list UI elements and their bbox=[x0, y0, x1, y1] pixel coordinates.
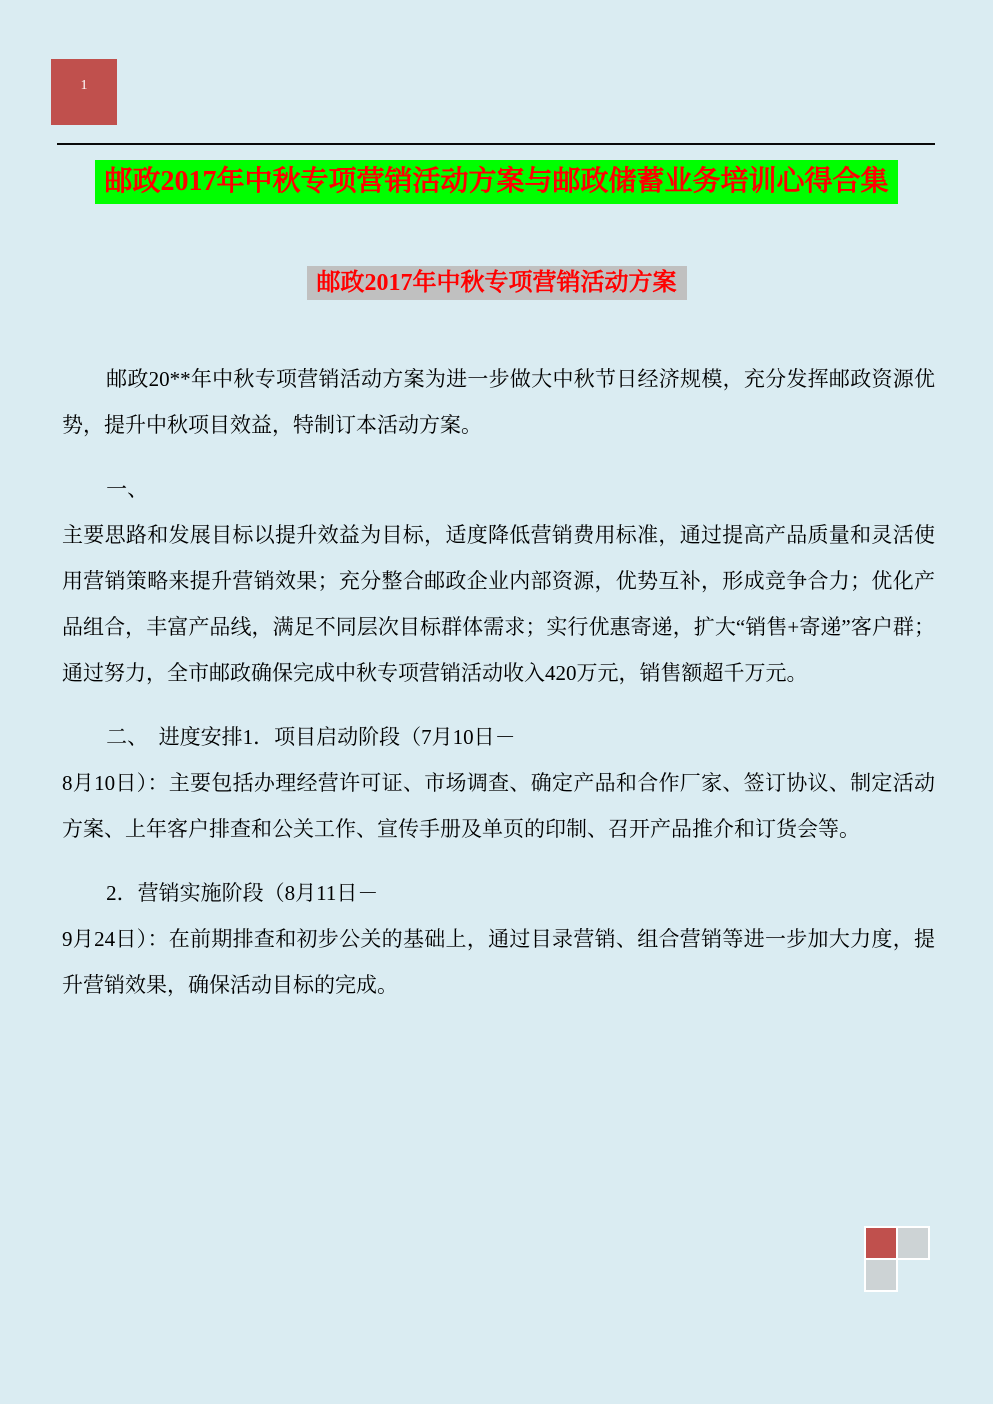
document-body bbox=[62, 356, 935, 1026]
page-number-label: 1 bbox=[80, 78, 88, 93]
deco-square-gray-left bbox=[864, 1258, 898, 1292]
paragraph-line: 2．营销实施阶段（8月11日－ bbox=[106, 881, 379, 905]
page-decoration-squares bbox=[864, 1226, 934, 1296]
paragraph-line: 9月24日）：在前期排查和初步公关的基础上，通过目录营销、组合营销等进一步加大力度，提升营销效果，确保活动目标的完成。 bbox=[62, 927, 935, 997]
header-divider-line bbox=[57, 143, 935, 145]
paragraph-line: 一、 bbox=[106, 477, 149, 501]
document-sub-title: 邮政2017年中秋专项营销活动方案 bbox=[307, 266, 687, 300]
deco-square-red bbox=[864, 1226, 898, 1260]
paragraph-line: 主要思路和发展目标以提升效益为目标，适度降低营销费用标准，通过提高产品质量和灵活使用营销策略来提升营销效果；充分整合邮政企业内部资源，优势互补，形成竞争合力；优化产品组合，丰富产品线，满足不同层次目标群体需求；实行优惠寄递，扩大“销售+寄递”客户群；通过努力，全市邮政确保完成中秋专项营销活动收入420万元，销售额超千万元。 bbox=[62, 523, 935, 685]
document-main-title: 邮政2017年中秋专项营销活动方案与邮政储蓄业务培训心得合集 bbox=[95, 160, 897, 204]
page-number-badge bbox=[51, 59, 117, 125]
paragraph bbox=[62, 356, 935, 448]
paragraph-line: 二、 进度安排1．项目启动阶段（7月10日－ bbox=[106, 725, 516, 749]
paragraph bbox=[62, 466, 935, 696]
sub-title-row bbox=[0, 266, 993, 300]
deco-square-gray-top bbox=[896, 1226, 930, 1260]
paragraph bbox=[62, 870, 935, 1008]
paragraph-line: 8月10日）：主要包括办理经营许可证、市场调查、确定产品和合作厂家、签订协议、制定活动方案、上年客户排查和公关工作、宣传手册及单页的印制、召开产品推介和订货会等。 bbox=[62, 771, 935, 841]
paragraph-line: 邮政20**年中秋专项营销活动方案为进一步做大中秋节日经济规模，充分发挥邮政资源优势，提升中秋项目效益，特制订本活动方案。 bbox=[62, 367, 935, 437]
main-title-row bbox=[0, 160, 993, 204]
paragraph bbox=[62, 714, 935, 852]
